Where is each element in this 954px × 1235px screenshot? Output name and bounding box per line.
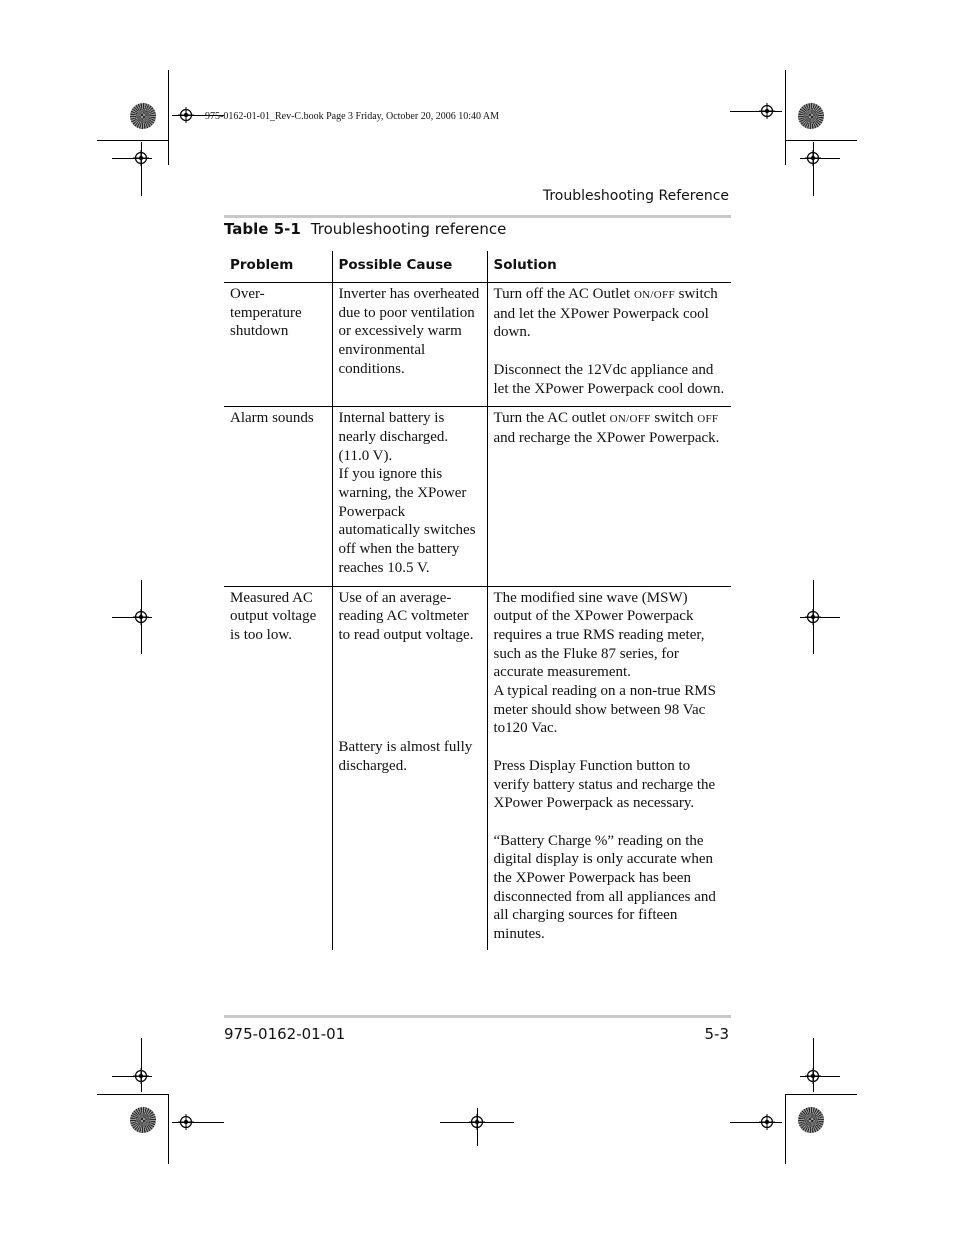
cause-cell: Inverter has overheated due to poor ventilation or excessively warm environmental conditions. [332, 283, 487, 407]
crop-mark [141, 142, 142, 196]
cause-cell [332, 407, 487, 586]
registration-disc-icon [798, 1107, 824, 1133]
problem-cell: Alarm sounds [230, 410, 314, 427]
cause-paragraph: Internal battery is nearly discharged. (11.0 V). [338, 410, 449, 464]
problem-cell [224, 283, 332, 407]
table-caption [224, 220, 506, 238]
crop-mark [168, 1094, 169, 1164]
crop-mark [97, 1094, 169, 1095]
problem-cell: Measured AC output voltage is too low. [230, 589, 317, 643]
crop-mark [785, 1094, 786, 1164]
solution-paragraph: A typical reading on a non-true RMS meter should show between 98 Vac to120 Vac. [493, 683, 716, 737]
crop-mark [168, 70, 169, 165]
solution-paragraph: Turn off the AC Outlet ON/OFF switch and let the XPower Powerpack cool down. [493, 286, 718, 341]
solution-cell [487, 586, 731, 950]
footer-rule [224, 1015, 731, 1018]
cause-cell [332, 586, 487, 950]
crop-mark [141, 1038, 142, 1092]
crop-mark [813, 142, 814, 196]
crop-mark [800, 617, 840, 618]
column-header-solution: Solution [487, 251, 731, 283]
crop-mark [97, 140, 169, 141]
crop-mark [172, 1122, 224, 1123]
registration-disc-icon [130, 103, 156, 129]
cause-paragraph: Battery is almost fully discharged. [338, 739, 473, 774]
running-head: Troubleshooting Reference [542, 188, 729, 204]
column-header-problem: Problem [230, 257, 294, 273]
solution-cell [487, 283, 731, 407]
crop-mark [112, 158, 152, 159]
cause-paragraph: If you ignore this warning, the XPower Powerpack automatically switches off when the battery reaches 10.5 V. [338, 466, 476, 576]
table-row [224, 283, 731, 407]
cause-paragraph: Use of an average-reading AC voltmeter to read output voltage. [338, 589, 474, 643]
crop-mark [477, 1108, 478, 1146]
page-number: 5-3 [704, 1025, 729, 1043]
crop-mark [112, 617, 152, 618]
solution-paragraph: Turn the AC outlet ON/OFF switch OFF and recharge the XPower Powerpack. [493, 410, 720, 446]
document-number: 975-0162-01-01 [224, 1025, 346, 1043]
registration-disc-icon [798, 103, 824, 129]
print-slug: 975-0162-01-01_Rev-C.book Page 3 Friday, October 20, 2006 10:40 AM [205, 111, 500, 122]
crop-mark [730, 1122, 782, 1123]
crop-mark [813, 1038, 814, 1092]
registration-disc-icon [130, 1107, 156, 1133]
problem-line: temperature [230, 304, 302, 321]
crop-mark [800, 158, 840, 159]
crop-mark [800, 1076, 840, 1077]
problem-line: shutdown [230, 323, 289, 340]
column-header-cause: Possible Cause [332, 251, 487, 283]
table-caption-label: Table 5-1 [224, 220, 301, 238]
problem-line: Over- [230, 286, 265, 302]
crop-mark [785, 1094, 857, 1095]
solution-cell [487, 407, 731, 586]
solution-paragraph: The modified sine wave (MSW) output of the XPower Powerpack requires a true RMS reading meter, such as the Fluke 87 series, for accurate measurement. [493, 589, 705, 681]
table-header-row [224, 251, 731, 283]
crop-mark [112, 1076, 152, 1077]
solution-paragraph: “Battery Charge %” reading on the digital display is only accurate when the XPower Powerpack has been disconnected from all appliances and all charging sources for fifteen minutes. [493, 832, 716, 943]
solution-paragraph: Press Display Function button to verify battery status and recharge the XPower Powerpack as necessary. [493, 757, 716, 812]
crop-mark [785, 140, 857, 141]
table-row [224, 586, 731, 950]
header-rule [224, 215, 731, 218]
table-row [224, 407, 731, 586]
solution-paragraph: Disconnect the 12Vdc appliance and let the XPower Powerpack cool down. [493, 361, 725, 397]
table-caption-title: Troubleshooting reference [310, 220, 507, 238]
crop-mark [730, 111, 782, 112]
crop-mark [785, 70, 786, 165]
troubleshooting-table [224, 251, 731, 950]
